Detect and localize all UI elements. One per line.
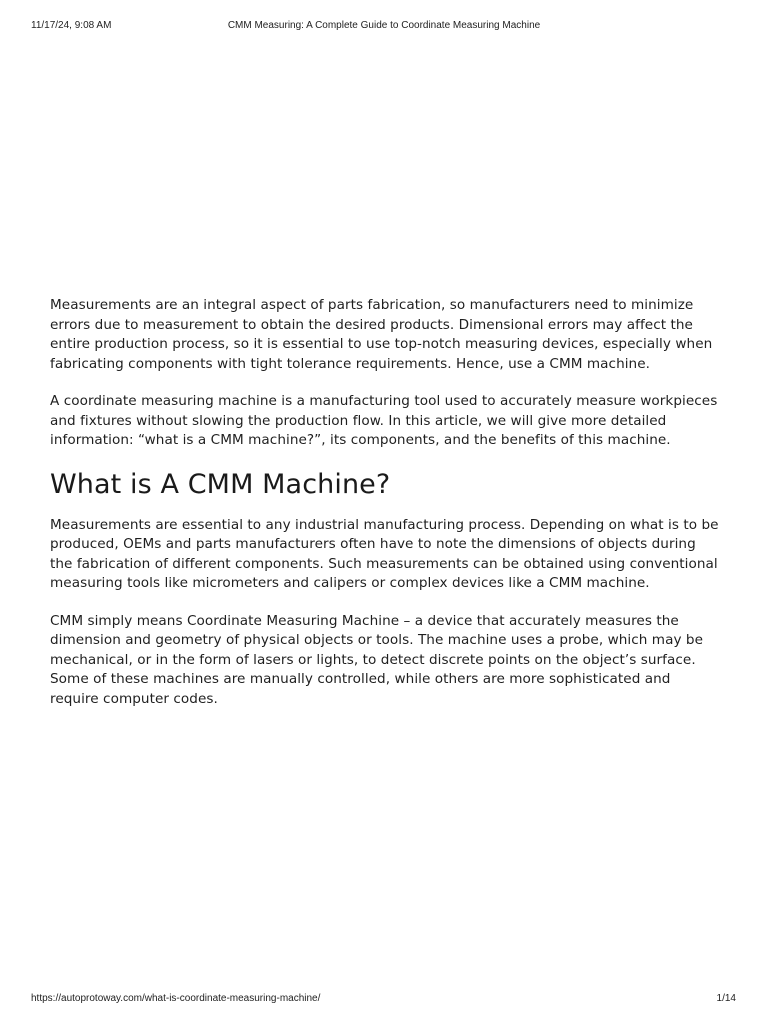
print-header (0, 19, 768, 33)
print-footer (0, 992, 768, 1006)
print-header-title: CMM Measuring: A Complete Guide to Coordinate Measuring Machine (227, 20, 541, 31)
print-header-datetime: 11/17/24, 9:08 AM (31, 20, 112, 31)
section-heading: What is A CMM Machine? (50, 468, 391, 500)
intro-paragraph-2: A coordinate measuring machine is a manufacturing tool used to accurately measure workpieces and fixtures without slowing the production flow. In this article, we will give more detailed information: “what is a CMM machine?”, its components, and the benefits of this machine. (50, 393, 718, 448)
intro-paragraph-1: Measurements are an integral aspect of parts fabrication, so manufacturers need to minimize errors due to measurement to obtain the desired products. Dimensional errors may affect the entire production process, so it is essential to use top-notch measuring devices, especially when fabricating components with tight tolerance requirements. Hence, use a CMM machine. (50, 297, 713, 372)
print-footer-url: https://autoprotoway.com/what-is-coordinate-measuring-machine/ (31, 993, 321, 1004)
article-body (50, 296, 722, 709)
print-footer-page-number: 1/14 (716, 993, 736, 1004)
section-paragraph-1: Measurements are essential to any industrial manufacturing process. Depending on what is to be produced, OEMs and parts manufacturers often have to note the dimensions of objects during the fabrication of different components. Such measurements can be obtained using conventional measuring tools like micrometers and calipers or complex devices like a CMM machine. (50, 516, 719, 591)
section-paragraph-2: CMM simply means Coordinate Measuring Machine – a device that accurately measures the dimension and geometry of physical objects or tools. The machine uses a probe, which may be mechanical, or in the form of lasers or lights, to detect discrete points on the object’s surface. Some of these machines are manually controlled, while others are more sophisticated and require computer codes. (50, 612, 704, 707)
